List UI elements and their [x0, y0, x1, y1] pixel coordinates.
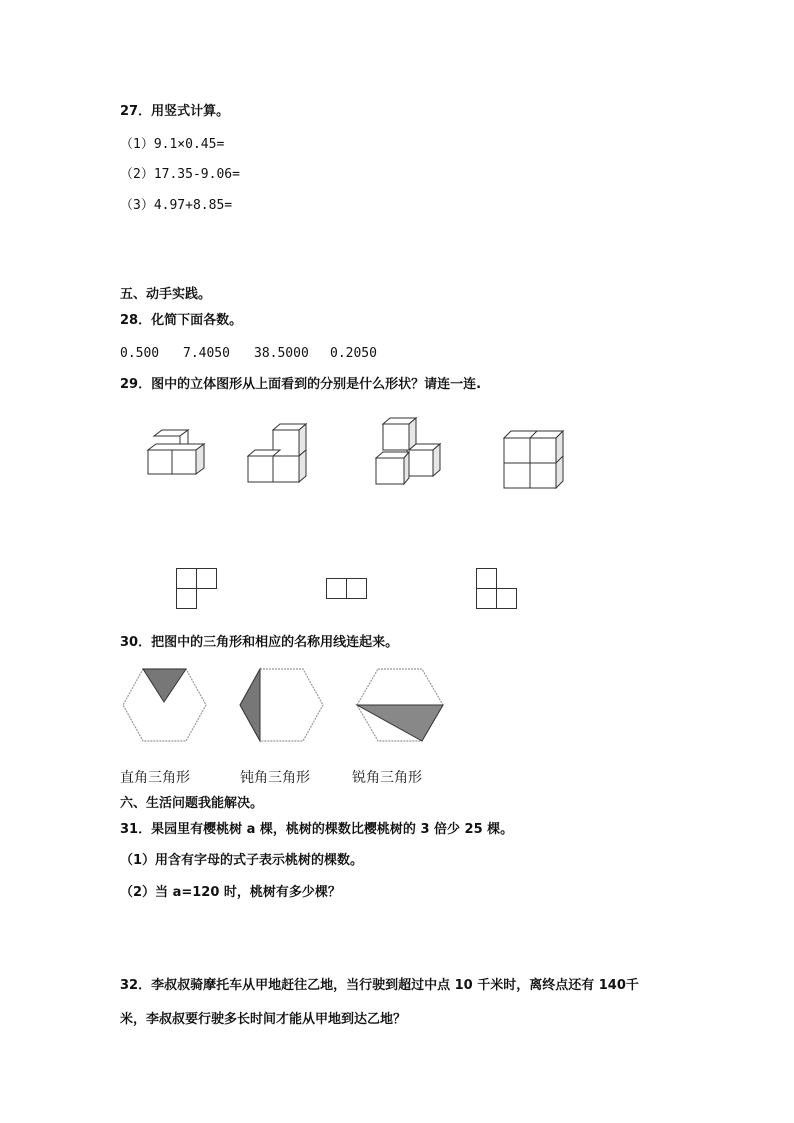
q29-title: 29．图中的立体图形从上面看到的分别是什么形状？请连一连.: [120, 377, 482, 392]
q28-title: 28．化简下面各数。: [120, 313, 243, 328]
q31-item-2: （2）当 a=120 时，桃树有多少棵？: [120, 885, 341, 900]
q30-title: 30．把图中的三角形和相应的名称用线连起来。: [120, 635, 399, 650]
q31-title: 31．果园里有樱桃树 a 棵，桃树的棵数比樱桃树的 3 倍少 25 棵。: [120, 822, 514, 837]
q32-line-2: 米，李叔叔要行驶多长时间才能从甲地到达乙地？: [120, 1012, 407, 1027]
hexagon-figure-3: [356, 668, 446, 744]
q27-item-3: （3）4.97+8.85=: [120, 198, 233, 213]
q27-item-2: （2）17.35-9.06=: [120, 167, 240, 182]
label-right-triangle: 直角三角形: [120, 770, 190, 786]
solid-figure-1: [140, 430, 220, 485]
q28-number: 7.4050: [183, 346, 230, 361]
hexagon-figure-1: [122, 668, 208, 744]
q28-number: 38.5000: [254, 346, 309, 361]
q27-title: 27．用竖式计算。: [120, 104, 230, 119]
q31-item-1: （1）用含有字母的式子表示桃树的棵数。: [120, 853, 364, 868]
q27-item-1: （1）9.1×0.45=: [120, 137, 225, 152]
section6-title: 六、生活问题我能解决。: [120, 796, 264, 811]
q28-number: 0.2050: [330, 346, 377, 361]
top-view-2: [326, 578, 368, 600]
solid-figure-2: [245, 420, 315, 490]
q32-line-1: 32．李叔叔骑摩托车从甲地赶往乙地，当行驶到超过中点 10 千米时，离终点还有 140千: [120, 978, 639, 993]
label-obtuse-triangle: 钝角三角形: [240, 770, 310, 786]
solid-figure-3: [372, 414, 447, 489]
section5-title: 五、动手实践。: [120, 287, 212, 302]
label-acute-triangle: 锐角三角形: [352, 770, 422, 786]
top-view-3: [476, 568, 518, 610]
q28-number: 0.500: [120, 346, 160, 361]
hexagon-figure-2: [238, 668, 326, 744]
solid-figure-4: [500, 426, 570, 496]
top-view-1: [176, 568, 218, 610]
